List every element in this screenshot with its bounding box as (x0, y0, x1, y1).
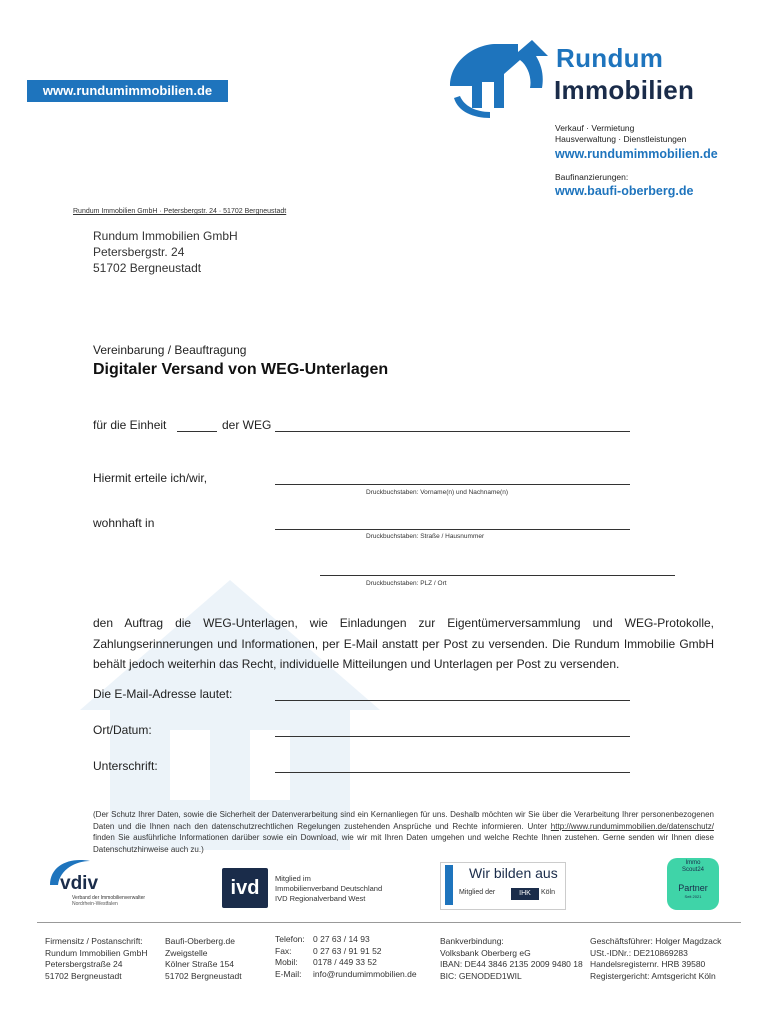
vdiv-subtitle1: Verband der Immobilienverwalter (72, 895, 146, 901)
unit-number-field[interactable] (177, 431, 217, 432)
document-subheading: Vereinbarung / Beauftragung (93, 343, 247, 357)
brand-name-line1: Rundum (556, 43, 664, 73)
street-hint: Druckbuchstaben: Straße / Hausnummer (366, 533, 485, 540)
email-label: Die E-Mail-Adresse lautet: (93, 687, 233, 701)
ivd-logo: ivd (222, 868, 268, 908)
weg-label: der WEG (222, 418, 272, 432)
footer-branch-address: Baufi-Oberberg.de Zweigstelle Kölner Straße 154 51702 Bergneustadt (165, 936, 242, 981)
vdiv-name: vdiv (60, 873, 99, 894)
recipient-street: Petersbergstr. 24 (93, 245, 185, 259)
footer-company-address: Firmensitz / Postanschrift: Rundum Immobilien GmbH Petersbergstraße 24 51702 Bergneustadt (45, 936, 148, 981)
ivd-membership-text: Mitglied im Immobilienverband Deutschland IVD Regionalverband West (275, 874, 383, 903)
ihk-member-label: Mitglied der (459, 889, 496, 896)
street-field[interactable] (275, 529, 630, 530)
company-website-link[interactable]: www.rundumimmobilien.de (555, 147, 718, 161)
ihk-training-logo (440, 862, 566, 910)
financing-label: Baufinanzierungen: (555, 172, 629, 182)
city-hint: Druckbuchstaben: PLZ / Ort (366, 580, 447, 587)
footer-legal-details: Geschäftsführer: Holger Magdzack USt.-IDNr.: DE210869283 Handelsregisternr. HRB 39580 Registergericht: Amtsgericht Köln (590, 936, 722, 981)
services-line2: Hausverwaltung · Dienstleistungen (555, 134, 687, 144)
footer-divider (37, 922, 741, 923)
vdiv-logo (46, 855, 166, 907)
privacy-notice: (Der Schutz Ihrer Daten, sowie die Sicherheit der Datenverarbeitung sind ein Kernanliegen für uns. Deshalb möchten wir Sie über die Verarbeitung Ihrer personenbezogenen Daten und die Ihnen nach den datenschutzrechtlichen Regelungen zustehenden Ansprüche und Rechte informieren. Unter http://www.rundumimmobilien.de/datenschutz/ finden Sie ausführliche Informationen darüber sowie ein Download, wie wir mit Ihren Daten umgehen und welche Rechte Ihnen zustehen. Gerne senden wir Ihnen diese Datenschutzhinweise auch zu.) (93, 810, 714, 854)
signature-label: Unterschrift: (93, 759, 158, 773)
weg-name-field[interactable] (275, 431, 630, 432)
unit-label: für die Einheit (93, 418, 167, 432)
place-date-label: Ort/Datum: (93, 723, 152, 737)
watermark-house-logo (60, 560, 400, 850)
city-field[interactable] (320, 575, 675, 576)
recipient-name: Rundum Immobilien GmbH (93, 229, 238, 243)
residence-label: wohnhaft in (93, 516, 155, 530)
ihk-badge: IHK (511, 888, 539, 900)
brand-name-line2: Immobilien (554, 75, 695, 105)
financing-website-link[interactable]: www.baufi-oberberg.de (555, 184, 694, 198)
email-field[interactable] (275, 700, 630, 701)
footer-contact: Telefon: 0 27 63 / 14 93 Fax: 0 27 63 / 91 91 52 Mobil: 0178 / 449 33 52 E-Mail: info@rundumimmobilien.de (275, 934, 417, 979)
agreement-body: den Auftrag die WEG-Unterlagen, wie Einladungen zur Eigentümerversammlung und WEG-Protokolle, Zahlungserinnerungen und Informationen, per E-Mail anstatt per Post zu versenden. Die Rundum Immobilie GmbH behält jedoch weiterhin das Recht, individuelle Mitteilungen und Unterlagen per Post zu versenden. (93, 616, 714, 671)
owner-name-field[interactable] (275, 484, 630, 485)
footer-bank-details: Bankverbindung: Volksbank Oberberg eG IBAN: DE44 3846 2135 2009 9480 18 BIC: GENODED1WIL (440, 936, 583, 981)
ihk-stripe (445, 865, 453, 905)
ihk-title: Wir bilden aus (469, 865, 558, 881)
services-line1: Verkauf · Vermietung (555, 123, 635, 133)
website-banner[interactable]: www.rundumimmobilien.de (27, 80, 228, 102)
immoscout-partner-badge: Immo Scout24 Partner Seit 2021 (667, 858, 719, 910)
signature-field[interactable] (275, 772, 630, 773)
sender-return-line: Rundum Immobilien GmbH · Petersbergstr. 24 · 51702 Bergneustadt (73, 208, 287, 215)
vdiv-subtitle2: Nordrhein-Westfalen (72, 901, 118, 907)
document-title: Digitaler Versand von WEG-Unterlagen (93, 361, 389, 378)
grant-label: Hiermit erteile ich/wir, (93, 471, 208, 485)
privacy-link[interactable]: http://www.rundumimmobilien.de/datenschutz/ (550, 821, 714, 831)
footer-email-link[interactable]: info@rundumimmobilien.de (313, 968, 417, 979)
place-date-field[interactable] (275, 736, 630, 737)
house-logo-icon (444, 38, 552, 120)
ihk-city: Köln (541, 889, 556, 896)
recipient-city: 51702 Bergneustadt (93, 261, 202, 275)
owner-name-hint: Druckbuchstaben: Vorname(n) und Nachname(n) (366, 489, 508, 496)
